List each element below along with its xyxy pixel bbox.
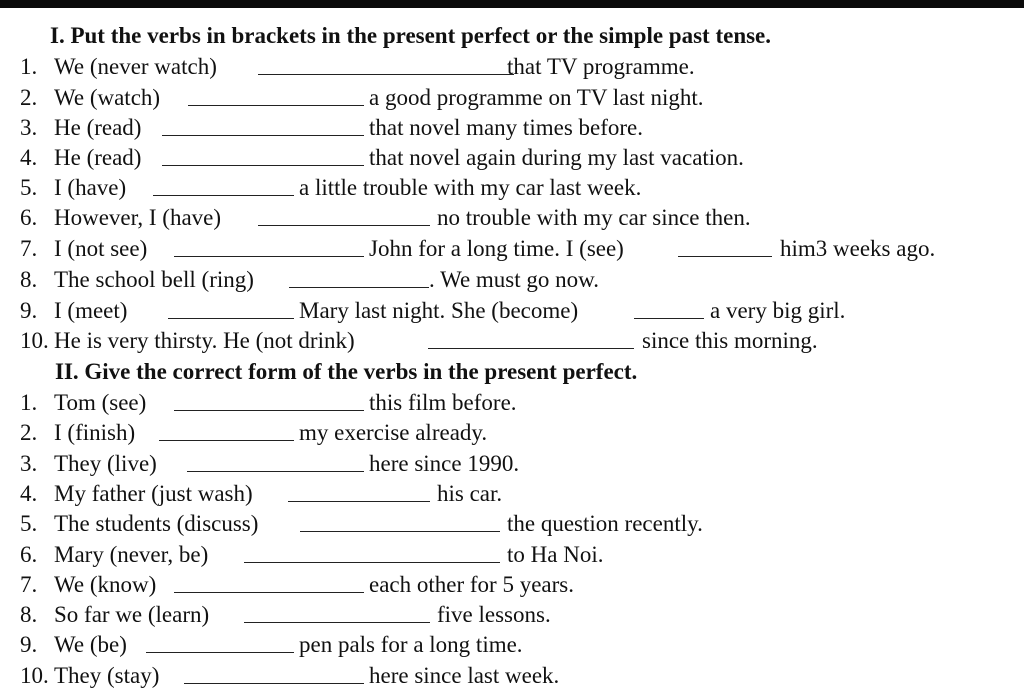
item-prompt: They (stay) (54, 663, 160, 688)
item-number: 7. (20, 572, 38, 597)
item-prompt: So far we (learn) (54, 602, 210, 627)
item-text: him3 weeks ago. (780, 236, 936, 261)
worksheet (0, 8, 1024, 691)
item-text: five lessons. (437, 602, 551, 627)
item-text: here since last week. (369, 663, 560, 688)
item-number: 5. (20, 175, 38, 200)
item-number: 8. (20, 602, 38, 627)
answer-blank[interactable] (244, 562, 500, 563)
top-border (0, 0, 1024, 8)
item-prompt: Mary (never, be) (54, 542, 209, 567)
answer-blank[interactable] (162, 135, 364, 136)
item-text: that novel again during my last vacation. (369, 145, 744, 170)
item-prompt: He is very thirsty. He (not drink) (54, 328, 355, 353)
answer-blank[interactable] (174, 256, 364, 257)
item-text: a very big girl. (710, 298, 846, 323)
item-prompt: I (finish) (54, 420, 136, 445)
answer-blank[interactable] (153, 195, 294, 196)
item-number: 4. (20, 145, 38, 170)
section-1-heading: I. Put the verbs in brackets in the present perfect or the simple past tense. (50, 23, 772, 48)
answer-blank[interactable] (187, 471, 364, 472)
item-prompt: He (read) (54, 145, 142, 170)
answer-blank[interactable] (188, 105, 364, 106)
answer-blank[interactable] (289, 287, 429, 288)
answer-blank[interactable] (162, 165, 364, 166)
item-text: a good programme on TV last night. (369, 85, 704, 110)
item-number: 6. (20, 542, 38, 567)
item-number: 1. (20, 390, 38, 415)
item-text: this film before. (369, 390, 517, 415)
item-number: 6. (20, 205, 38, 230)
item-text: here since 1990. (369, 451, 520, 476)
item-number: 4. (20, 481, 38, 506)
item-text: to Ha Noi. (507, 542, 604, 567)
answer-blank[interactable] (146, 652, 294, 653)
item-prompt: However, I (have) (54, 205, 222, 230)
item-number: 10. (20, 663, 49, 688)
item-prompt: The students (discuss) (54, 511, 259, 536)
item-number: 2. (20, 420, 38, 445)
answer-blank[interactable] (258, 225, 430, 226)
answer-blank[interactable] (258, 74, 514, 75)
answer-blank[interactable] (184, 683, 364, 684)
answer-blank[interactable] (174, 410, 364, 411)
item-number: 7. (20, 236, 38, 261)
item-prompt: He (read) (54, 115, 142, 140)
item-number: 9. (20, 632, 38, 657)
item-text: . We must go now. (429, 267, 600, 292)
item-number: 3. (20, 115, 38, 140)
answer-blank[interactable] (678, 256, 772, 257)
item-number: 10. (20, 328, 49, 353)
answer-blank[interactable] (634, 318, 704, 319)
answer-blank[interactable] (168, 318, 294, 319)
item-text: pen pals for a long time. (299, 632, 523, 657)
item-text: no trouble with my car since then. (437, 205, 751, 230)
item-number: 9. (20, 298, 38, 323)
answer-blank[interactable] (174, 592, 364, 593)
item-number: 5. (20, 511, 38, 536)
item-number: 1. (20, 54, 38, 79)
item-prompt: We (know) (54, 572, 157, 597)
item-prompt: They (live) (54, 451, 157, 476)
section-2-heading: II. Give the correct form of the verbs in the present perfect. (55, 359, 638, 384)
item-text: since this morning. (642, 328, 818, 353)
item-prompt: I (have) (54, 175, 127, 200)
item-text: my exercise already. (299, 420, 488, 445)
item-text: the question recently. (507, 511, 703, 536)
item-prompt: Tom (see) (54, 390, 147, 415)
answer-blank[interactable] (244, 622, 430, 623)
item-text: Mary last night. She (become) (299, 298, 579, 323)
item-text: each other for 5 years. (369, 572, 574, 597)
item-prompt: I (not see) (54, 236, 148, 261)
answer-blank[interactable] (159, 440, 294, 441)
answer-blank[interactable] (428, 348, 634, 349)
item-prompt: I (meet) (54, 298, 128, 323)
answer-blank[interactable] (300, 531, 500, 532)
item-text: John for a long time. I (see) (369, 236, 624, 261)
item-number: 3. (20, 451, 38, 476)
item-text: that TV programme. (507, 54, 695, 79)
item-number: 8. (20, 267, 38, 292)
item-prompt: We (never watch) (54, 54, 217, 79)
item-prompt: We (be) (54, 632, 127, 657)
item-prompt: My father (just wash) (54, 481, 253, 506)
item-text: that novel many times before. (369, 115, 644, 140)
item-number: 2. (20, 85, 38, 110)
item-text: a little trouble with my car last week. (299, 175, 642, 200)
answer-blank[interactable] (288, 501, 430, 502)
item-prompt: We (watch) (54, 85, 161, 110)
item-text: his car. (437, 481, 503, 506)
item-prompt: The school bell (ring) (54, 267, 254, 292)
